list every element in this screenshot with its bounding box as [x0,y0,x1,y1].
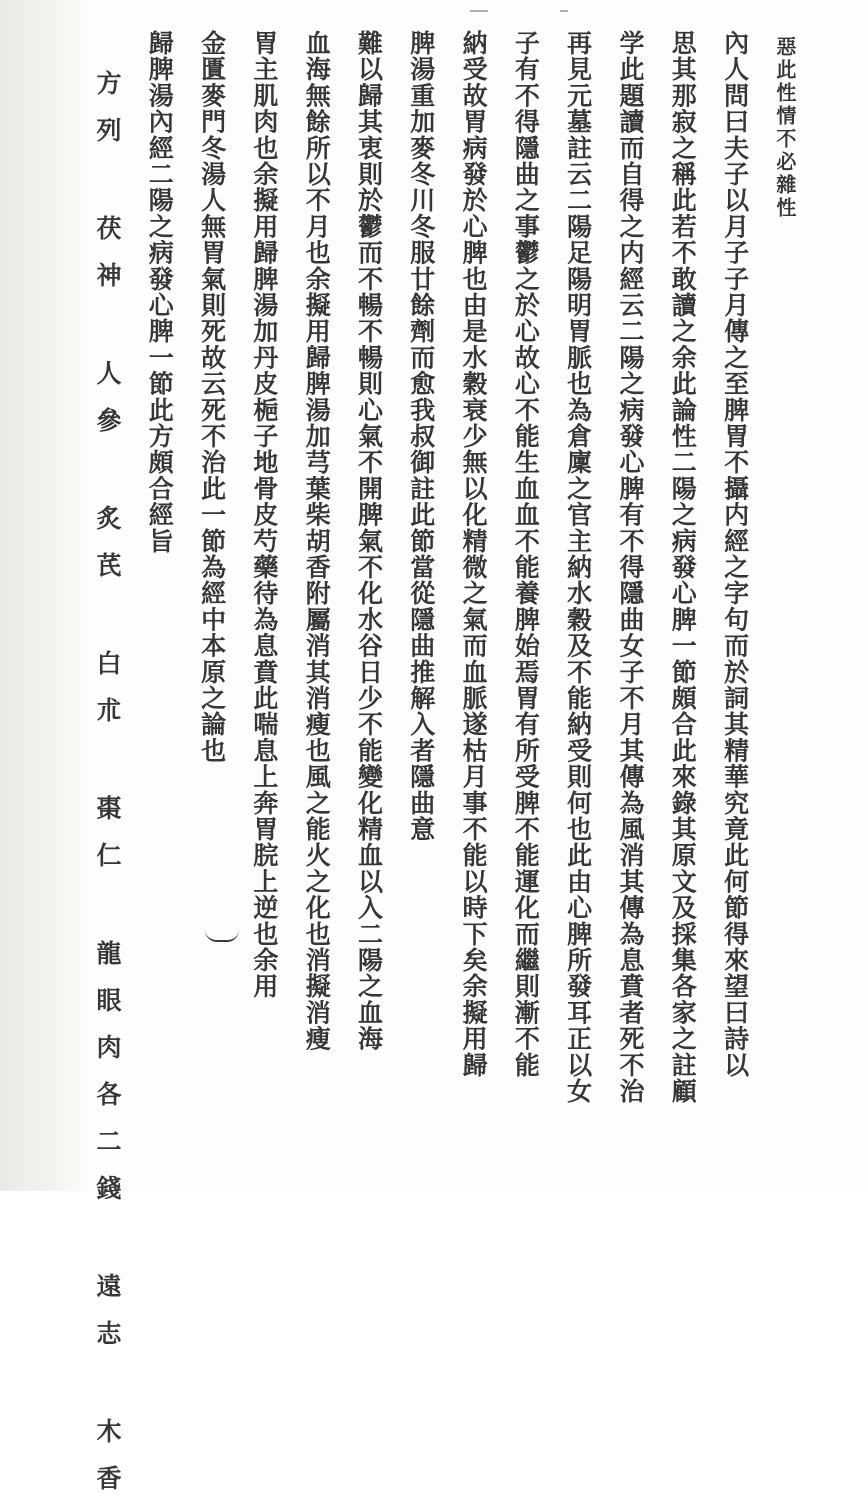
prescription-herb-list: 方列 茯神 人參 炙芪 白朮 棗仁 龍眼肉各二錢 遠志 木香 [93,70,122,1512]
text-column: 学此題讀而自得之内經云二陽之病發心脾有不得隱曲女子不月其傳為風消其傳為息賁者死不治 [615,30,645,1105]
text-column: 難以歸其衷則於鬱而不暢不暢則心氣不開脾氣不化水谷日少不能變化精血以入二陽之血海 [354,30,384,1052]
handwritten-text-block [93,30,797,1512]
text-column: 血海無餘所以不月也余擬用歸脾湯加芎葉柴胡香附屬消其消瘦也風之能火之化也消擬消瘦 [302,30,332,1052]
binding-shadow [0,0,92,1191]
text-column: 金匱麥門冬湯人無胃氣則死故云死不治此一節為經中本原之論也 [197,30,227,764]
text-column: 胃主肌肉也余擬用歸脾湯加丹皮梔子地骨皮芍藥待為息賁此喘息上奔胃脘上逆也余用 [249,30,279,1000]
text-column: 脾湯重加麥冬川冬服廿餘劑而愈我叔御註此節當從隱曲推解入者隱曲意 [406,30,436,843]
text-column: 內人問曰夫子以月子子月傳之至脾胃不攝内經之字句而於詞其精華究竟此何節得來望曰詩以 [720,30,750,1078]
paper-speck [560,10,568,12]
paper-speck [470,10,488,12]
text-column: 歸脾湯內經二陽之病發心脾一節此方頗合經旨 [145,30,175,554]
text-column: 再見元墓註云二陽足陽明胃脈也為倉廩之官主納水穀及不能納受則何也此由心脾所發耳正以女 [563,30,593,1105]
text-column: 思其那寂之稱此若不敢讀之余此論性二陽之病發心脾一節頗合此來錄其原文及採集各家之註顧 [668,30,698,1105]
text-column: 納受故胃病發於心脾也由是水穀衰少無以化精微之氣而血脈遂枯月事不能以時下矣余擬用歸 [459,30,489,1078]
page-title: 惡此性情不必雜性 [772,36,797,220]
text-column: 子有不得隱曲之事鬱之於心故心不能生血血不能養脾始焉胃有所受脾不能運化而繼則漸不能 [511,30,541,1078]
